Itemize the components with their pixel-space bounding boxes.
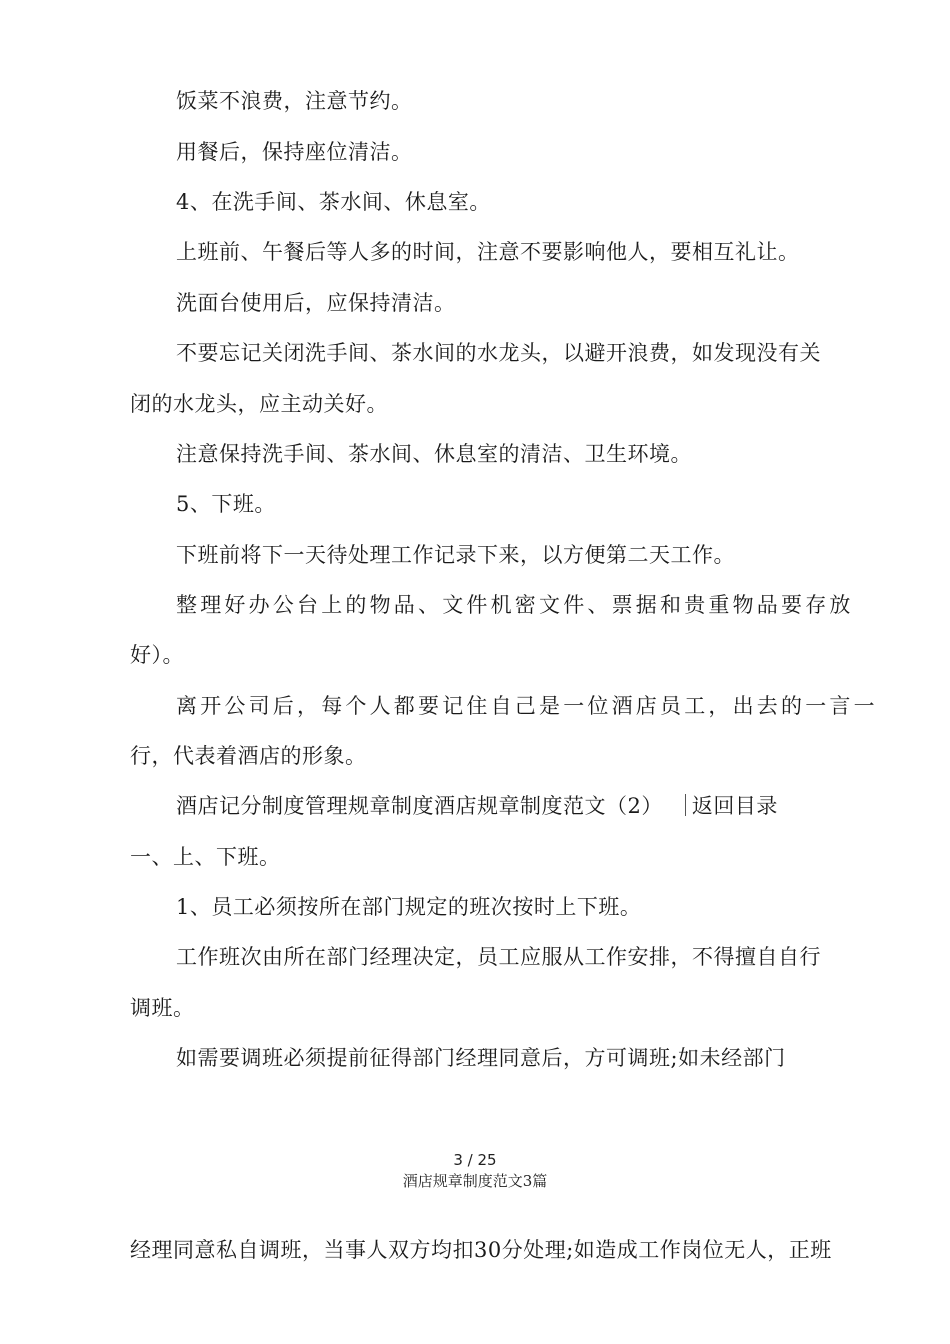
- paragraph-line: 经理同意私自调班，当事人双方均扣30分处理;如造成工作岗位无人，正班: [130, 1238, 832, 1262]
- section-title: 酒店记分制度管理规章制度酒店规章制度范文（2）: [176, 794, 663, 818]
- paragraph-line: 调班。: [130, 996, 195, 1020]
- paragraph-line: 离开公司后，每个人都要记住自己是一位酒店员工，出去的一言一: [176, 694, 878, 718]
- paragraph-line: 洗面台使用后，应保持清洁。: [176, 291, 456, 315]
- footer-doc-title: 酒店规章制度范文3篇: [402, 1172, 548, 1190]
- paragraph-line: 注意保持洗手间、茶水间、休息室的清洁、卫生环境。: [176, 442, 692, 466]
- paragraph-line: 整理好办公台上的物品、文件机密文件、票据和贵重物品要存放: [176, 593, 854, 617]
- paragraph-line: 一、上、下班。: [130, 845, 281, 869]
- paragraph-line: 饭菜不浪费，注意节约。: [176, 89, 413, 113]
- back-to-toc-link[interactable]: 返回目录: [691, 794, 778, 818]
- paragraph-line: 闭的水龙头，应主动关好。: [130, 392, 388, 416]
- page-number: 3 / 25: [453, 1151, 497, 1169]
- paragraph-line: 用餐后，保持座位清洁。: [176, 140, 413, 164]
- paragraph-line: 上班前、午餐后等人多的时间，注意不要影响他人，要相互礼让。: [176, 240, 800, 264]
- paragraph-line: 4、在洗手间、茶水间、休息室。: [176, 190, 491, 214]
- paragraph-line: 下班前将下一天待处理工作记录下来，以方便第二天工作。: [176, 543, 735, 567]
- paragraph-line: 不要忘记关闭洗手间、茶水间的水龙头，以避开浪费，如发现没有关: [176, 341, 821, 365]
- paragraph-line: 工作班次由所在部门经理决定，员工应服从工作安排，不得擅自自行: [176, 945, 821, 969]
- link-separator: [685, 794, 686, 816]
- paragraph-line: 5、下班。: [176, 492, 276, 516]
- paragraph-line: 好）。: [130, 643, 184, 667]
- section-heading: [176, 791, 778, 821]
- paragraph-line: 如需要调班必须提前征得部门经理同意后，方可调班;如未经部门: [176, 1046, 786, 1070]
- paragraph-line: 行，代表着酒店的形象。: [130, 744, 367, 768]
- paragraph-line: 1、员工必须按所在部门规定的班次按时上下班。: [176, 895, 642, 919]
